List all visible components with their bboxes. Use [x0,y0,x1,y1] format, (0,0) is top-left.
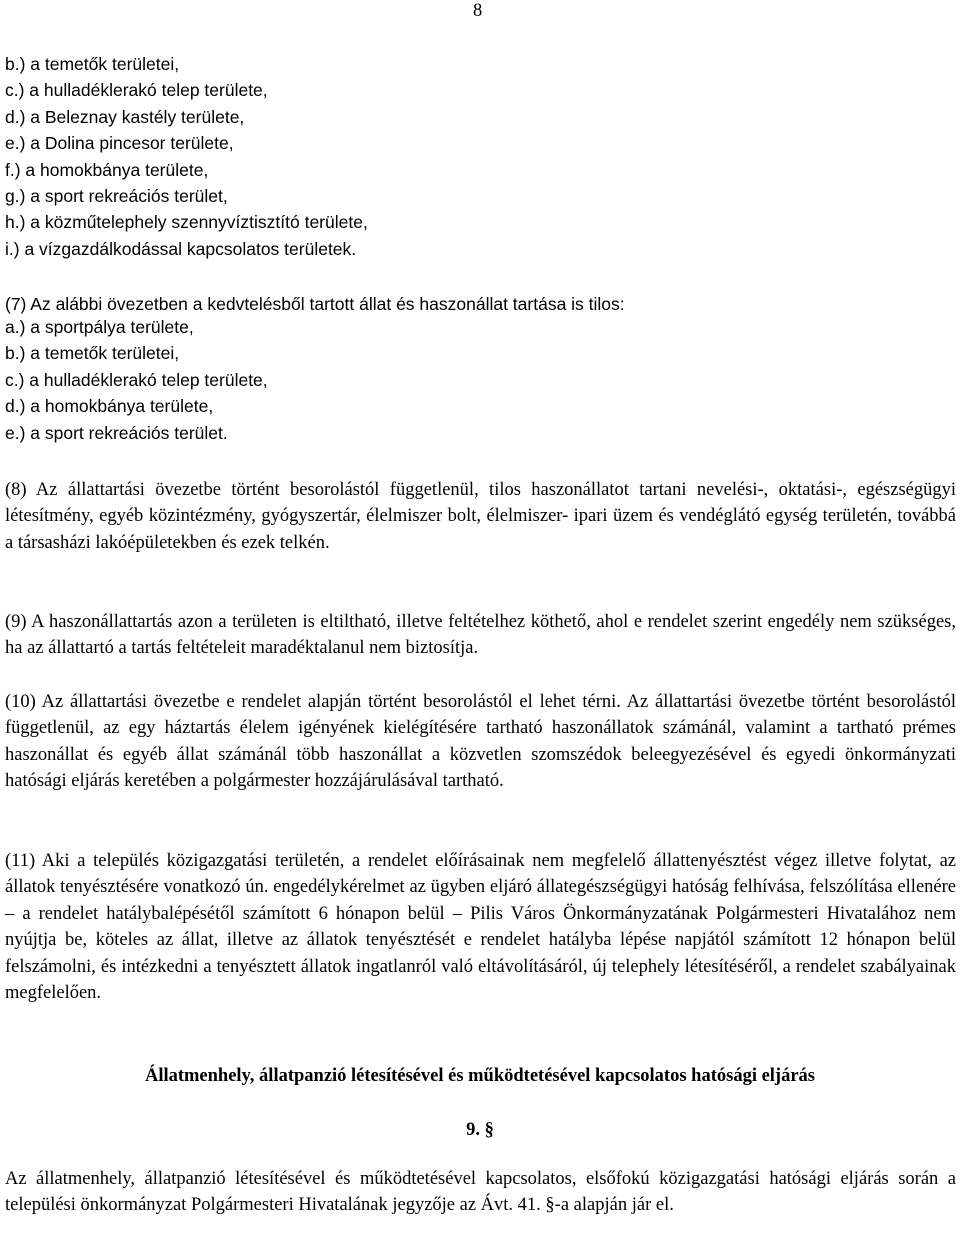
list-item: g.) a sport rekreációs terület, [5,185,228,206]
list-item: d.) a Beleznay kastély területe, [5,106,245,127]
paragraph-8: (8) Az állattartási övezetbe történt besorolástól függetlenül, tilos haszonállatot tartani nevelési-, oktatási-, egészségügyi létesítmény, egyéb közintézmény, gyógyszertár, élelmiszer bolt, élelmiszer- ipari üzem és vendéglátó egység területén, továbbá a társasházi lakóépületekben és ezek telkén. [5,480,956,553]
list-item: c.) a hulladéklerakó telep területe, [5,80,268,101]
list-item: f.) a homokbánya területe, [5,159,209,180]
list-item: h.) a közműtelephely szennyvíztisztító területe, [5,212,368,233]
list-item: e.) a sport rekreációs terület. [5,422,228,443]
area-list-continued [5,51,368,262]
prohibited-area-list [5,314,268,446]
section-heading: Állatmenhely, állatpanzió létesítésével és működtetésével kapcsolatos hatósági eljárás [144,1066,816,1086]
list-item: c.) a hulladéklerakó telep területe, [5,369,268,390]
paragraph-7-heading: (7) Az alábbi övezetben a kedvtelésből tartott állat és haszonállat tartása is tilos: [5,294,625,314]
list-item: d.) a homokbánya területe, [5,396,214,417]
page-number: 8 [473,1,483,21]
paragraph-10: (10) Az állattartási övezetbe e rendelet alapján történt besorolástól el lehet térni. Az állattartási övezetbe történt besorolástól függetlenül, az egy háztartás élelem igényének kielégítésére tartható haszonállatok számánál, valamint a tartható prémes haszonállat és egyéb állat számánál több haszonállat a közvetlen szomszédok beleegyezésével és egyedi önkormányzati hatósági eljárás keretében a polgármester hozzájárulásával tartható. [5,692,956,792]
list-item: b.) a temetők területei, [5,343,180,364]
section-number: 9. § [466,1120,494,1140]
list-item: i.) a vízgazdálkodással kapcsolatos területek. [5,238,357,259]
paragraph-9: (9) A haszonállattartás azon a területen is eltiltható, illetve feltételhez köthető, ahol e rendelet szerint engedély nem szükséges, ha az állattartó a tartás feltételeit maradéktalanul nem biztosítja. [5,612,956,659]
paragraph-11: (11) Aki a település közigazgatási területén, a rendelet előírásainak nem megfelelő állattenyésztést végez illetve folytat, az állatok tenyésztésére vonatkozó ún. engedélykérelmet az ügyben eljáró állategészségügyi hatóság felhívása, felszólítása ellenére – a rendelet hatálybalépésétől számított 6 hónapon belül – Pilis Város Önkormányzatának Polgármesteri Hivatalához nem nyújtja be, köteles az állat, illetve az állatok tenyésztését e rendelet hatályba lépése napjától számított 12 hónapon belül felszámolni, és intézkedni a tenyésztett állatok ingatlanról való eltávolításáról, új telephely létesítéséről, a rendelet szabályainak megfelelően. [5,851,956,1004]
list-item: a.) a sportpálya területe, [5,317,194,337]
section-9-paragraph: Az állatmenhely, állatpanzió létesítésével és működtetésével kapcsolatos, elsőfokú közigazgatási hatósági eljárás során a települési önkormányzat Polgármesteri Hivatalának jegyzője az Ávt. 41. §-a alapján jár el. [5,1169,956,1216]
list-item: e.) a Dolina pincesor területe, [5,133,234,154]
list-item: b.) a temetők területei, [5,54,180,74]
